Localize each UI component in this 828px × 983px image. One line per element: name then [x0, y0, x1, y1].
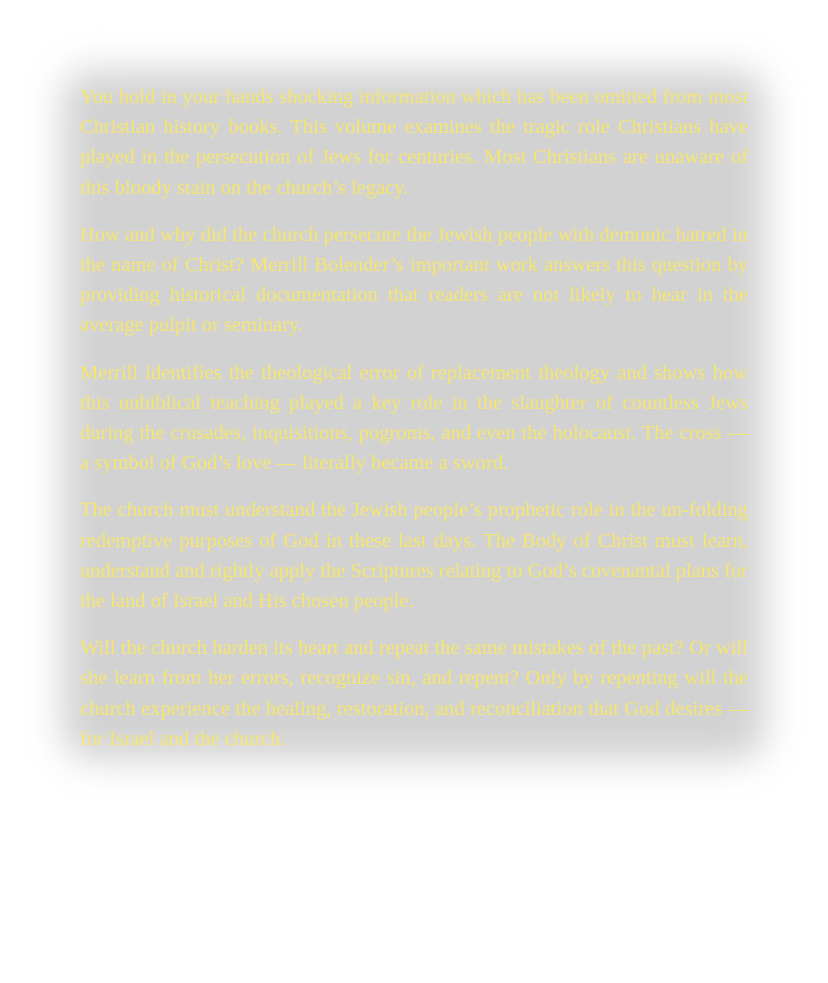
- paragraph-5: Will the church harden its heart and repeat the same mistakes of the past? Or will she learn from her errors, recognize sin, and repent? Only by repenting will the church experience the healing, restoration, and reconciliation that God desires — for Israel and the church.: [80, 637, 748, 750]
- back-cover-text: [80, 82, 748, 771]
- paragraph-2: How and why did the church persecute the Jewish people with demonic hatred in the name of Christ? Merrill Bolender’s important work answers this question by providing historical documentation that readers are not likely to hear in the average pulpit or seminary.: [80, 223, 748, 337]
- paragraph-1: You hold in your hands shocking information which has been omitted from most Christian history books. This volume examines the tragic role Christians have played in the persecution of Jews for centuries. Most Christians are unaware of this bloody stain on the church’s legacy.: [80, 86, 748, 199]
- paragraph-4: The church must understand the Jewish people’s prophetic role in the un-folding redemptive purposes of God in these last days. The Body of Christ must learn, understand and rightly apply the Scriptures relating to God’s covenantal plans for the land of Israel and His chosen people.: [80, 499, 748, 613]
- paragraph-3: Merrill identifies the theological error of replacement theology and shows how this unbiblical teaching played a key role in the slaughter of countless Jews during the crusades, inquisitions, pogroms, and even the holocaust. The cross — a symbol of God’s love — literally became a sword.: [80, 361, 748, 475]
